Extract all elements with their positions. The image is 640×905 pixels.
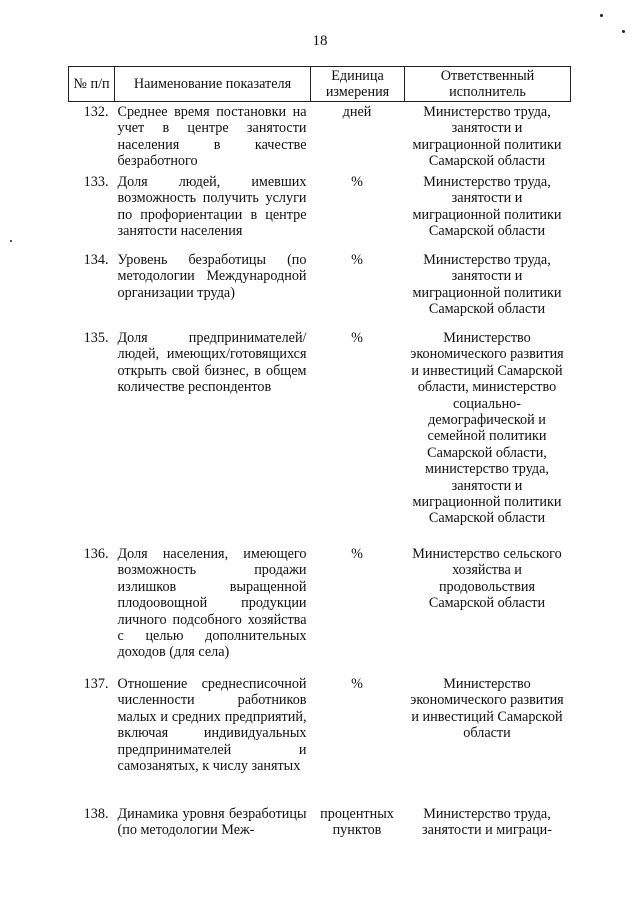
table-row bbox=[69, 252, 571, 330]
table-row bbox=[69, 676, 571, 806]
responsible-executor: Министерство экономического развития и инвестиций Самарской области bbox=[410, 676, 564, 742]
header-unit: Единица измерения bbox=[311, 67, 405, 102]
responsible-executor: Министерство экономического развития и инвестиций Самарской области, министерство социально-демографической и семейной политики Самарской области, министерство труда, занятости и миграционной политики Самарской области bbox=[410, 330, 564, 527]
table-row bbox=[69, 102, 571, 175]
header-indicator-name: Наименование показателя bbox=[115, 67, 311, 102]
unit-of-measure: процентных пунктов bbox=[320, 806, 394, 839]
table-row bbox=[69, 174, 571, 252]
indicator-name: Отношение среднесписочной численности работников малых и средних предприятий, включая индивидуальных предпринимателей и самозанятых, к числу занятых bbox=[117, 676, 307, 775]
unit-of-measure: % bbox=[351, 174, 363, 190]
responsible-executor: Министерство труда, занятости и миграционной политики Самарской области bbox=[412, 252, 562, 318]
row-number: 132. bbox=[83, 104, 109, 120]
header-number: № п/п bbox=[69, 67, 115, 102]
page-number: 18 bbox=[312, 33, 328, 49]
indicator-name: Среднее время постановки на учет в центре занятости населения в качестве безработного bbox=[117, 104, 307, 170]
row-number: 136. bbox=[83, 546, 109, 562]
indicator-name: Доля людей, имевших возможность получить услуги по профориентации в центре занятости населения bbox=[117, 174, 307, 240]
table-row bbox=[69, 806, 571, 866]
unit-of-measure: % bbox=[351, 546, 363, 562]
row-number: 138. bbox=[83, 806, 109, 822]
unit-of-measure: дней bbox=[342, 104, 372, 120]
scan-speck bbox=[10, 240, 12, 242]
row-number: 135. bbox=[83, 330, 109, 346]
row-number: 137. bbox=[83, 676, 109, 692]
responsible-executor: Министерство труда, занятости и миграционной политики Самарской области bbox=[412, 104, 562, 170]
table-row bbox=[69, 546, 571, 676]
scan-speck bbox=[600, 14, 603, 17]
indicator-name: Доля предпринимателей/людей, имеющих/готовящихся открыть свой бизнес, в общем количестве респондентов bbox=[117, 330, 307, 396]
indicator-name: Динамика уровня безработицы (по методологии Меж- bbox=[117, 806, 307, 839]
responsible-executor: Министерство труда, занятости и миграционной политики Самарской области bbox=[412, 174, 562, 240]
indicator-name: Уровень безработицы (по методологии Международной организации труда) bbox=[117, 252, 307, 301]
unit-of-measure: % bbox=[351, 252, 363, 268]
indicator-name: Доля населения, имеющего возможность продажи излишков выращенной плодоовощной продукции личного подсобного хозяйства с целью дополнительных доходов (для села) bbox=[117, 546, 307, 661]
responsible-executor: Министерство сельского хозяйства и продовольствия Самарской области bbox=[412, 546, 562, 612]
header-responsible: Ответственный исполнитель bbox=[405, 67, 571, 102]
indicators-table bbox=[68, 66, 571, 866]
unit-of-measure: % bbox=[351, 676, 363, 692]
table-row bbox=[69, 330, 571, 546]
row-number: 134. bbox=[83, 252, 109, 268]
table-header-row bbox=[69, 67, 571, 102]
scan-speck bbox=[622, 30, 625, 33]
responsible-executor: Министерство труда, занятости и миграци- bbox=[422, 806, 552, 839]
row-number: 133. bbox=[83, 174, 109, 190]
unit-of-measure: % bbox=[351, 330, 363, 346]
